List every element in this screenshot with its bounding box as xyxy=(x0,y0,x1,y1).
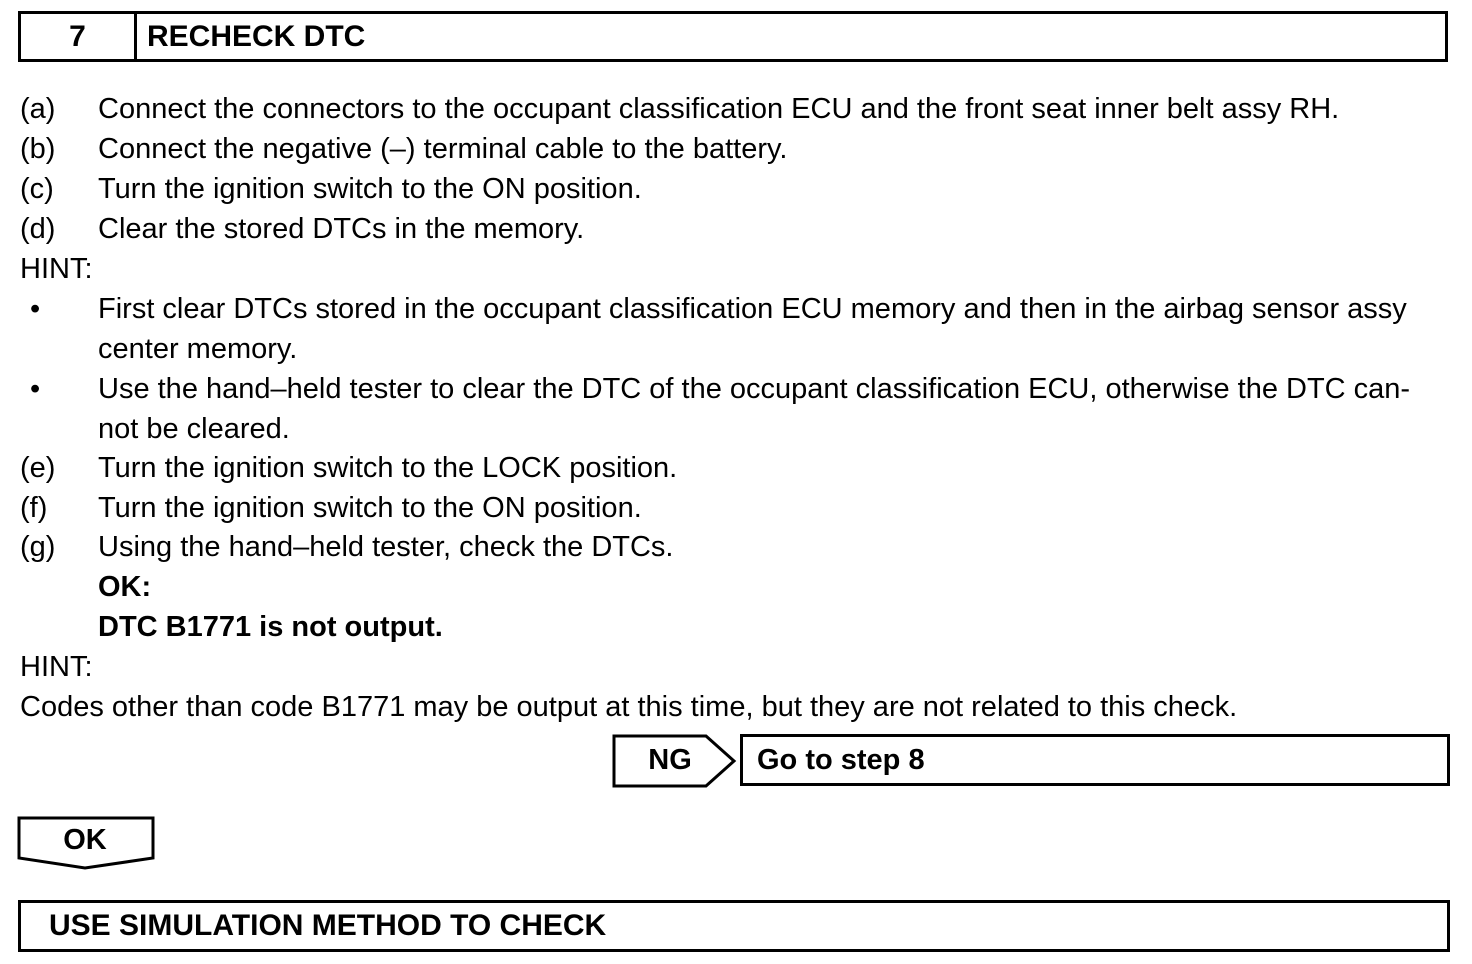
step-label: (f) xyxy=(20,492,48,524)
hint2-text: Codes other than code B1771 may be output at this time, but they are not related to this check. xyxy=(20,691,1238,723)
hint2-label: HINT: xyxy=(20,651,93,683)
step-number: 7 xyxy=(21,14,137,59)
goto-step-link[interactable]: Go to step 8 xyxy=(740,734,1450,786)
hint-bullet-1 xyxy=(20,289,1460,369)
step-text: Turn the ignition switch to the LOCK position. xyxy=(98,452,678,484)
bullet-text-line2: center memory. xyxy=(98,333,298,365)
bullet-icon: • xyxy=(30,373,41,405)
step-text: Clear the stored DTCs in the memory. xyxy=(98,213,585,245)
step-text: Connect the negative (–) terminal cable to the battery. xyxy=(98,133,788,165)
step-label: (a) xyxy=(20,93,56,125)
step-item-f xyxy=(20,488,1460,528)
bullet-icon: • xyxy=(30,293,41,325)
next-step-title: USE SIMULATION METHOD TO CHECK xyxy=(18,900,1450,952)
step-label: (g) xyxy=(20,531,56,563)
step-item-b xyxy=(20,129,1460,169)
ng-label: NG xyxy=(648,743,692,776)
hint-bullet-2 xyxy=(20,369,1460,449)
result-ok-heading xyxy=(20,567,1460,607)
step-item-d xyxy=(20,209,1460,249)
step-text: Connect the connectors to the occupant classification ECU and the front seat inner belt assy RH. xyxy=(98,93,1340,125)
bullet-text-line2: not be cleared. xyxy=(98,413,290,445)
result-ok-statement xyxy=(20,607,1460,647)
step-label: (b) xyxy=(20,133,56,165)
ok-label: OK xyxy=(63,823,107,856)
bullet-text-line1: First clear DTCs stored in the occupant classification ECU memory and then in the airbag sensor assy xyxy=(98,293,1407,325)
step-label: (e) xyxy=(20,452,56,484)
step-label: (d) xyxy=(20,213,56,245)
step-title: RECHECK DTC xyxy=(147,19,366,53)
result-ok-text: DTC B1771 is not output. xyxy=(98,611,443,643)
hint-label: HINT: xyxy=(20,253,93,285)
step-text: Turn the ignition switch to the ON position. xyxy=(98,492,642,524)
step-text: Turn the ignition switch to the ON position. xyxy=(98,173,642,205)
step-item-e xyxy=(20,448,1460,488)
step-text: Using the hand–held tester, check the DTCs. xyxy=(98,531,674,563)
step-item-c xyxy=(20,169,1460,209)
step-item-g xyxy=(20,527,1460,567)
bullet-text-line1: Use the hand–held tester to clear the DTC of the occupant classification ECU, otherwise the DTC can- xyxy=(98,373,1411,405)
step-header xyxy=(18,11,1448,62)
result-ok-label: OK: xyxy=(98,571,152,603)
step-item-a xyxy=(20,89,1460,129)
step-label: (c) xyxy=(20,173,54,205)
